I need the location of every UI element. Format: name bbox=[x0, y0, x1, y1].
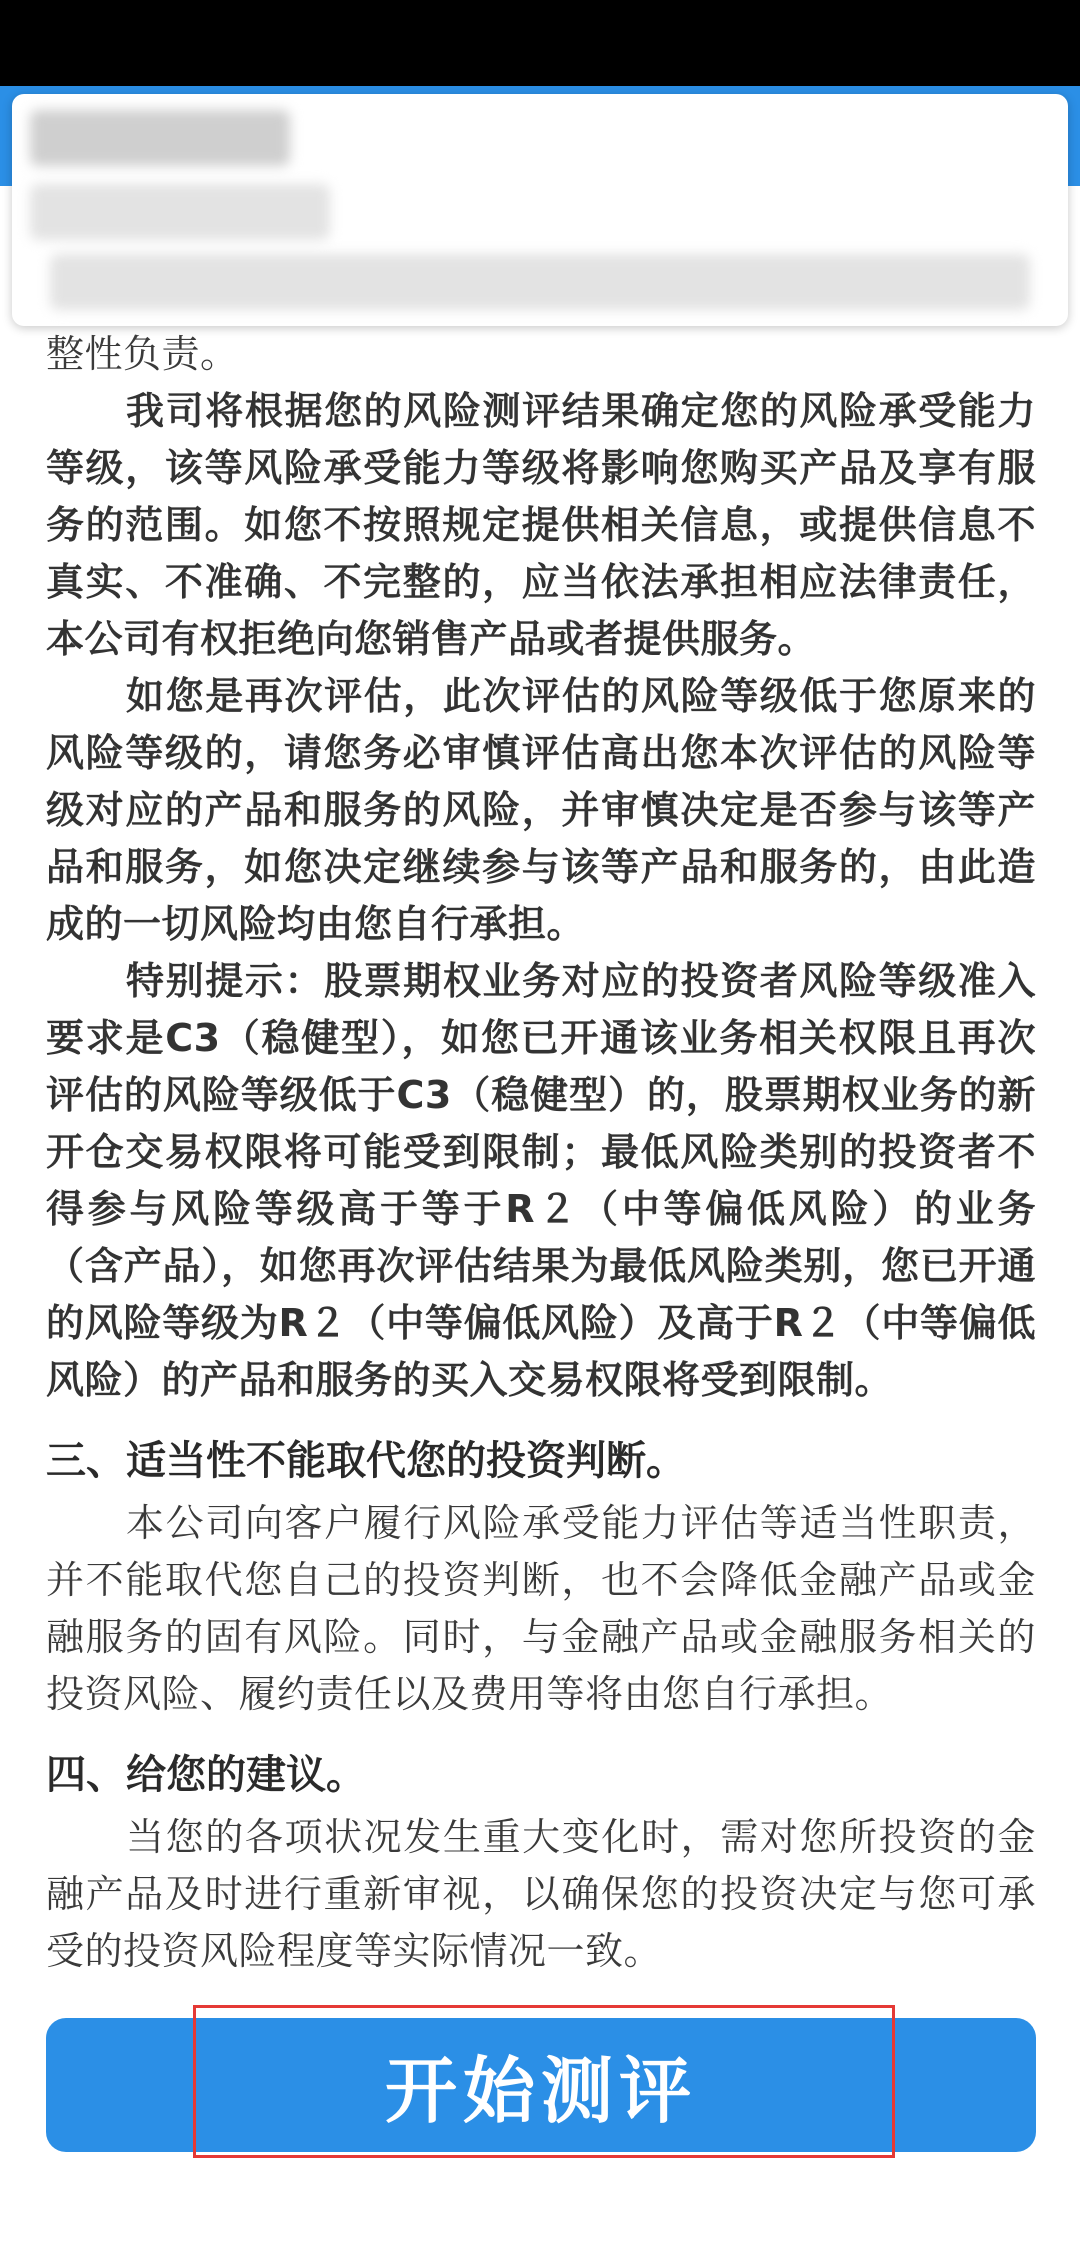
section-title-4: 四、给您的建议。 bbox=[46, 1752, 366, 1798]
paragraph-special-notice: 特别提示：股票期权业务对应的投资者风险等级准入要求是C3（稳健型），如您已开通该业务相关权限且再次评估的风险等级低于C3（稳健型）的，股票期权业务的新开仓交易权限将可能受到限制；最低风险类别的投资者不得参与风险等级高于等于R２（中等偏低风险）的业务（含产品），如您再次评估结果为最低风险类别，您已开通的风险等级为R２（中等偏低风险）及高于R２（中等偏低风险）的产品和服务的买入交易权限将受到限制。 bbox=[46, 959, 1036, 1402]
blurred-text-line bbox=[30, 184, 330, 240]
paragraph-continuation: 整性负责。 bbox=[46, 332, 239, 376]
paragraph-advice: 当您的各项状况发生重大变化时，需对您所投资的金融产品及时进行重新审视，以确保您的投资决定与您可承受的投资风险程度等实际情况一致。 bbox=[46, 1815, 1036, 1973]
blurred-text-line bbox=[50, 254, 1030, 310]
start-assessment-button[interactable]: 开始测评 bbox=[46, 2018, 1036, 2152]
status-bar bbox=[0, 0, 1080, 86]
paragraph-reassessment: 如您是再次评估，此次评估的风险等级低于您原来的风险等级的，请您务必审慎评估高出您本次评估的风险等级对应的产品和服务的风险，并审慎决定是否参与该等产品和服务，如您决定继续参与该等产品和服务的，由此造成的一切风险均由您自行承担。 bbox=[46, 674, 1036, 946]
disclosure-content bbox=[46, 326, 1036, 1980]
blurred-text-line bbox=[30, 110, 290, 166]
section-title-3: 三、适当性不能取代您的投资判断。 bbox=[46, 1438, 686, 1484]
blurred-popup-card bbox=[12, 94, 1068, 326]
paragraph-suitability: 本公司向客户履行风险承受能力评估等适当性职责，并不能取代您自己的投资判断，也不会降低金融产品或金融服务的固有风险。同时，与金融产品或金融服务相关的投资风险、履约责任以及费用等将由您自行承担。 bbox=[46, 1501, 1036, 1716]
paragraph-risk-level: 我司将根据您的风险测评结果确定您的风险承受能力等级，该等风险承受能力等级将影响您购买产品及享有服务的范围。如您不按照规定提供相关信息，或提供信息不真实、不准确、不完整的，应当依法承担相应法律责任，本公司有权拒绝向您销售产品或者提供服务。 bbox=[46, 389, 1036, 661]
